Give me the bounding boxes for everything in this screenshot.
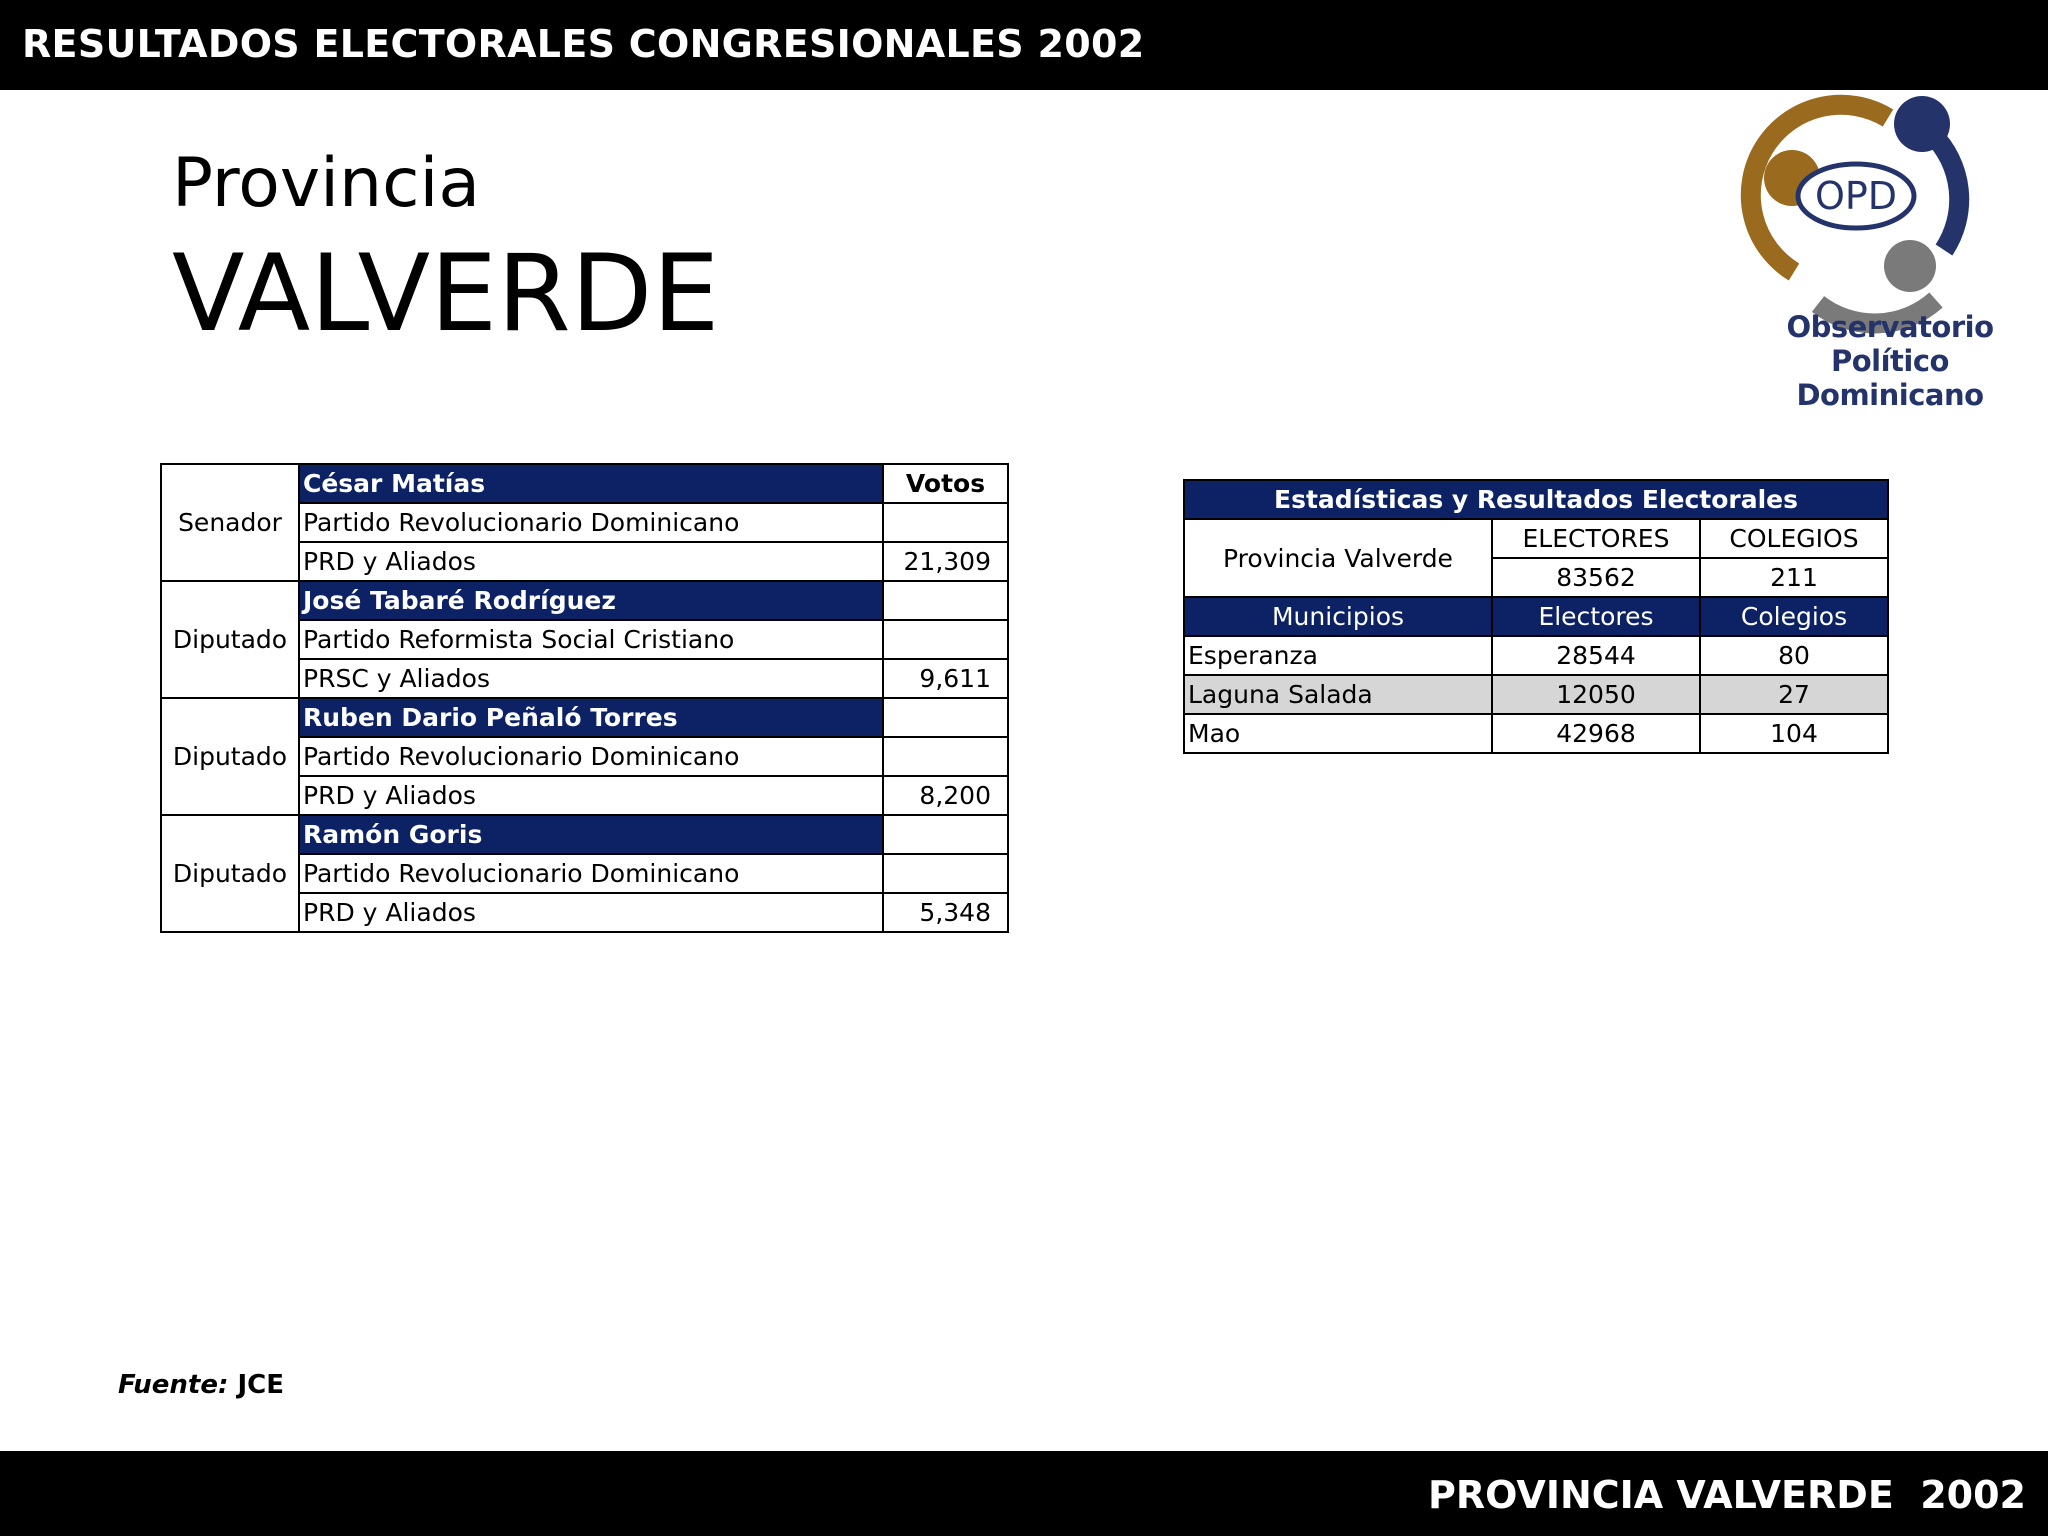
table-row — [1184, 636, 1888, 675]
stats-table — [1183, 479, 1889, 754]
top-header-bar — [0, 0, 2048, 90]
header-title: RESULTADOS ELECTORALES CONGRESIONALES 2002 — [22, 22, 1145, 66]
candidate-name: Ruben Dario Peñaló Torres — [299, 698, 883, 737]
table-row — [1184, 675, 1888, 714]
votes-value: 21,309 — [883, 542, 1008, 581]
logo-blue-arc — [1932, 134, 1959, 250]
colegios-total: 211 — [1700, 558, 1888, 597]
electores-cell: 42968 — [1492, 714, 1700, 753]
votes-value: 8,200 — [883, 776, 1008, 815]
alliance-name: PRD y Aliados — [299, 542, 883, 581]
source-value: JCE — [237, 1370, 284, 1400]
colegios-cell: 80 — [1700, 636, 1888, 675]
stats-province-label: Provincia Valverde — [1184, 519, 1492, 597]
province-label: Provincia — [172, 144, 481, 223]
colegios-cell: 27 — [1700, 675, 1888, 714]
col-colegios: Colegios — [1700, 597, 1888, 636]
bottom-footer-bar — [0, 1451, 2048, 1536]
role-cell: Diputado — [161, 581, 299, 698]
electores-cell: 12050 — [1492, 675, 1700, 714]
col-municipios: Municipios — [1184, 597, 1492, 636]
source-note — [118, 1370, 284, 1400]
logo-gray-dot — [1884, 240, 1936, 292]
candidate-name: Ramón Goris — [299, 815, 883, 854]
colegios-header: COLEGIOS — [1700, 519, 1888, 558]
logo-text: OPD — [1814, 174, 1898, 218]
electores-cell: 28544 — [1492, 636, 1700, 675]
votes-value: 5,348 — [883, 893, 1008, 932]
municipio-cell: Esperanza — [1184, 636, 1492, 675]
alliance-name: PRSC y Aliados — [299, 659, 883, 698]
col-electores: Electores — [1492, 597, 1700, 636]
party-name: Partido Reformista Social Cristiano — [299, 620, 883, 659]
table-row — [1184, 714, 1888, 753]
alliance-name: PRD y Aliados — [299, 776, 883, 815]
votes-value: 9,611 — [883, 659, 1008, 698]
footer-title: PROVINCIA VALVERDE 2002 — [1428, 1473, 2026, 1517]
municipio-cell: Laguna Salada — [1184, 675, 1492, 714]
stats-title: Estadísticas y Resultados Electorales — [1184, 480, 1888, 519]
role-cell: Diputado — [161, 815, 299, 932]
party-name: Partido Revolucionario Dominicano — [299, 737, 883, 776]
results-table — [160, 463, 1009, 933]
party-name: Partido Revolucionario Dominicano — [299, 854, 883, 893]
candidate-name: José Tabaré Rodríguez — [299, 581, 883, 620]
votes-header: Votos — [883, 464, 1008, 503]
candidate-name: César Matías — [299, 464, 883, 503]
party-name: Partido Revolucionario Dominicano — [299, 503, 883, 542]
role-cell: Senador — [161, 464, 299, 581]
municipio-cell: Mao — [1184, 714, 1492, 753]
province-name: VALVERDE — [172, 232, 720, 355]
role-cell: Diputado — [161, 698, 299, 815]
logo-caption: Observatorio Político Dominicano — [1786, 310, 1994, 412]
logo-blue-dot — [1894, 96, 1950, 152]
electores-header: ELECTORES — [1492, 519, 1700, 558]
colegios-cell: 104 — [1700, 714, 1888, 753]
alliance-name: PRD y Aliados — [299, 893, 883, 932]
electores-total: 83562 — [1492, 558, 1700, 597]
source-label: Fuente: — [118, 1370, 229, 1400]
